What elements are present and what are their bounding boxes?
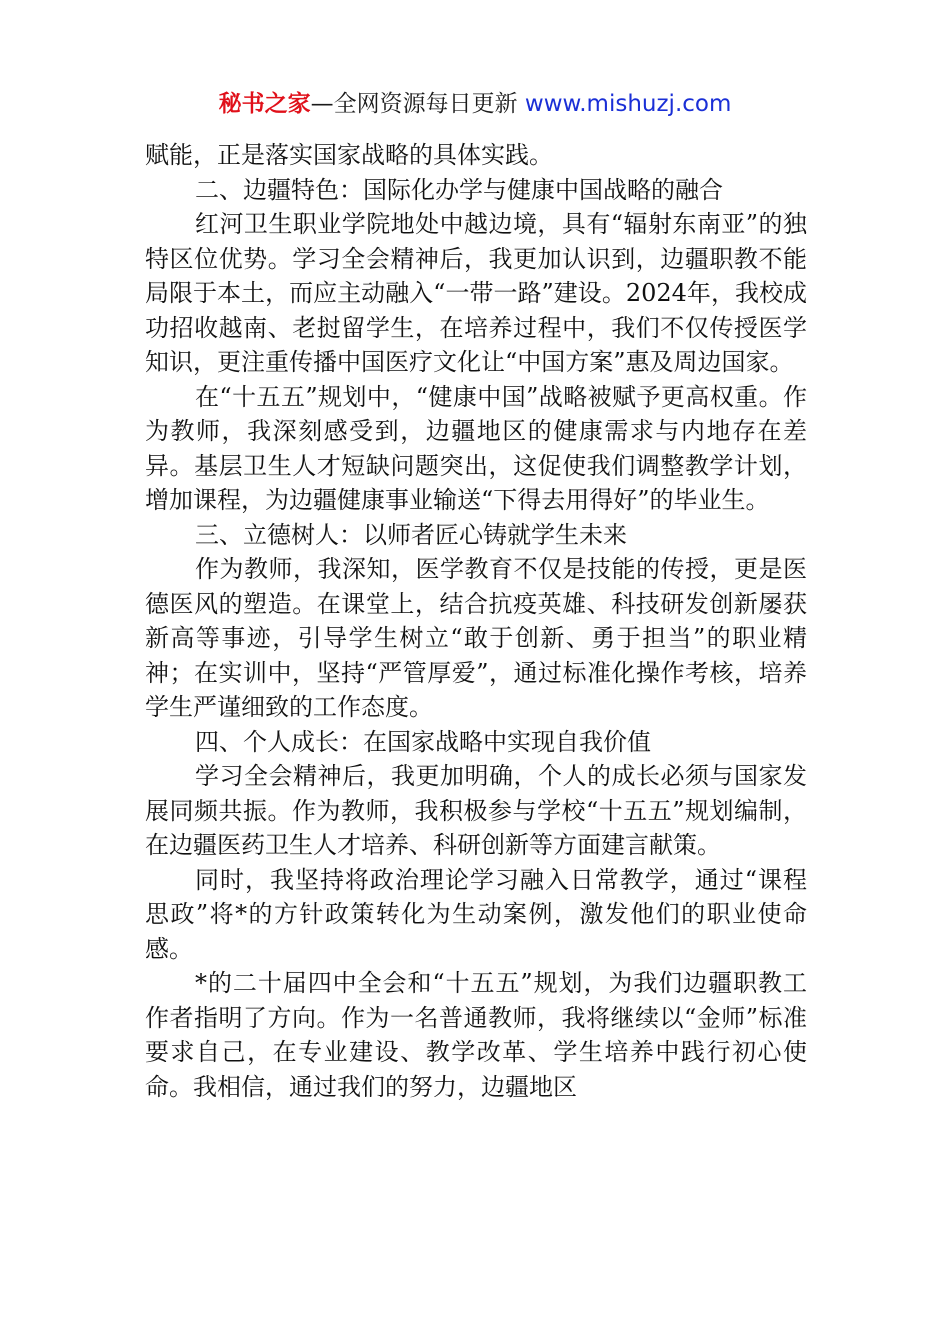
header-tagline: —全网资源每日更新: [310, 91, 525, 117]
body-paragraph: 同时，我坚持将政治理论学习融入日常教学，通过“课程思政”将*的方针政策转化为生动案例，激发他们的职业使命感。: [145, 865, 807, 963]
body-paragraph: 红河卫生职业学院地处中越边境，具有“辐射东南亚”的独特区位优势。学习全会精神后，我更加认识到，边疆职教不能局限于本土，而应主动融入“一带一路”建设。2024年，我校成功招收越南、老挝留学生，在培养过程中，我们不仅传授医学知识，更注重传播中国医疗文化让“中国方案”惠及周边国家。: [145, 210, 807, 376]
body-paragraph: 学习全会精神后，我更加明确，个人的成长必须与国家发展同频共振。作为教师，我积极参与学校“十五五”规划编制，在边疆医药卫生人才培养、科研创新等方面建言献策。: [145, 762, 807, 859]
section-heading: 四、个人成长：在国家战略中实现自我价值: [195, 727, 651, 756]
brand-name: 秘书之家: [218, 91, 311, 117]
document-body: [145, 138, 807, 1104]
site-header: [0, 88, 950, 120]
body-paragraph: 作为教师，我深知，医学教育不仅是技能的传授，更是医德医风的塑造。在课堂上，结合抗疫英雄、科技研发创新屡获新高等事迹，引导学生树立“敢于创新、勇于担当”的职业精神；在实训中，坚持“严管厚爱”，通过标准化操作考核，培养学生严谨细致的工作态度。: [145, 555, 807, 721]
body-paragraph: *的二十届四中全会和“十五五”规划，为我们边疆职教工作者指明了方向。作为一名普通教师，我将继续以“金师”标准要求自己，在专业建设、教学改革、学生培养中践行初心使命。我相信，通过我们的努力，边疆地区: [145, 969, 807, 1101]
body-paragraph: 在“十五五”规划中，“健康中国”战略被赋予更高权重。作为教师，我深刻感受到，边疆地区的健康需求与内地存在差异。基层卫生人才短缺问题突出，这促使我们调整教学计划，增加课程，为边疆健康事业输送“下得去用得好”的毕业生。: [145, 382, 807, 514]
paragraph-continuation: 赋能，正是落实国家战略的具体实践。: [145, 141, 553, 169]
section-heading: 二、边疆特色：国际化办学与健康中国战略的融合: [195, 175, 723, 204]
section-heading: 三、立德树人：以师者匠心铸就学生未来: [195, 520, 627, 549]
site-url-link[interactable]: www.mishuzj.com: [524, 91, 732, 117]
